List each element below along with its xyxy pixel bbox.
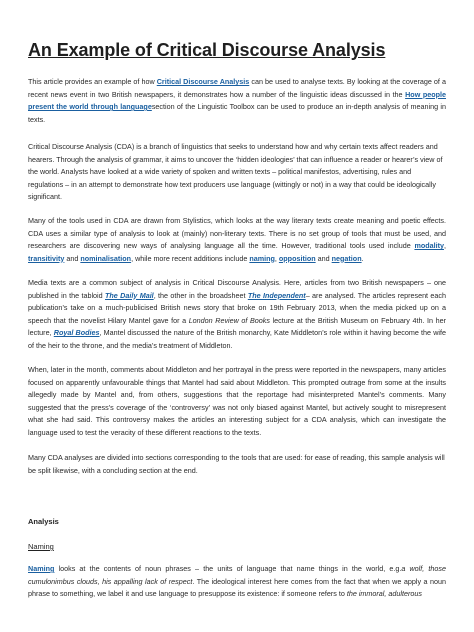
naming-subheading: Naming	[28, 542, 54, 551]
text: and	[315, 253, 332, 263]
intro-paragraph	[28, 76, 446, 126]
text: – are analysed. The articles represent each publication’s take on a much-publicised British news story that broke on 19th February 2013, when the media picked up on a speech that the novelist Hilary Mantel gave for a	[28, 290, 447, 325]
transitivity-link[interactable]: transitivity	[28, 253, 65, 263]
negation-link[interactable]: negation	[331, 253, 362, 263]
text: section of the Linguistic Toolbox can be used to produce an in-depth analysis of meaning in texts.	[28, 102, 446, 124]
naming-link[interactable]: naming	[249, 253, 275, 263]
text: ,	[274, 253, 279, 263]
text: lecture at the British Museum on February 4th. In her lecture,	[28, 315, 447, 337]
lrb-title: London Review of Books	[188, 315, 270, 325]
tools-paragraph	[28, 215, 446, 265]
text: .	[361, 253, 364, 263]
text: looks at the contents of noun phrases – the units of language that name things in the world, e.g.	[54, 564, 402, 573]
royal-bodies-link[interactable]: Royal Bodies	[53, 328, 100, 337]
sections-paragraph: Many CDA analyses are divided into sections corresponding to the tools that are used: for ease of reading, this sample analysis will be split likewise, with a concluding section at the end.	[28, 453, 445, 475]
text: and	[64, 253, 81, 263]
how-people-present-link[interactable]: How people present the world through language	[28, 89, 446, 111]
opposition-link[interactable]: opposition	[278, 253, 316, 263]
text: , the other in the broadsheet	[153, 290, 248, 300]
text: , Mantel discussed the nature of the British monarchy, Kate Middleton’s role within it having become the wife of the heir to the throne, and the media’s treatment of Middleton.	[28, 328, 446, 350]
example-phrases: a wolf, those cumulonimbus clouds, his appalling lack of respect	[28, 564, 446, 586]
text: , while more recent additions include	[131, 253, 250, 263]
text: Media texts are a common subject of analysis in Critical Discourse Analysis. Here, articles from two British newspapers – one published in the tabloid	[28, 278, 446, 300]
text: Many of the tools used in CDA are drawn from Stylistics, which looks at the way literary texts create meaning and poetic effects. CDA uses a similar type of analysis to look at (mainly) non-literary texts. There is no set group of tools that must be used, and researchers are discovering new ways of analysing language all the time. However, traditional tools used include	[28, 216, 446, 250]
nominalisation-link[interactable]: nominalisation	[80, 253, 132, 263]
cda-definition-paragraph: Critical Discourse Analysis (CDA) is a branch of linguistics that seeks to understand how and why certain texts affect readers and hearers. Through the analysis of grammar, it aims to uncover the ‘hidden ideologies’ that can influence a reader or hearer’s view of the world. Analysts have looked at a wide variety of spoken and written texts – political manifestos, advertising, rules and regulations – in an attempt to demonstrate how text producers use language (wittingly or not) in a way that could be ideologically significant.	[28, 142, 443, 201]
naming-paragraph	[28, 563, 446, 601]
text: This article provides an example of how	[28, 77, 157, 86]
example-phrase-2: the immoral, adulterous	[346, 589, 422, 598]
page-title: An Example of Critical Discourse Analysis	[28, 40, 386, 60]
naming-section-link[interactable]: Naming	[28, 564, 55, 573]
controversy-paragraph: When, later in the month, comments about Middleton and her portrayal in the press were reported in the newspapers, many articles focused on apparently unfavourable things that Mantel had said about Middleton. This prompted outrage from some at the insults allegedly made by Mantel and, from others, suggestions that the reportage had misinterpreted Mantel’s comments. Many suggested that the press’s coverage of the ‘controversy’ was not only biased against Mantel, but actively sought to misrepresent what she had said. This controversy makes the articles an interesting subject for a CDA analysis, which can investigate the language used to test the veracity of these different reactions to the texts.	[28, 365, 446, 437]
text: can be used to analyse texts. By looking at the coverage of a recent news event in two British newspapers, it demonstrates how a number of the linguistic ideas discussed in the	[28, 77, 446, 99]
text: . The ideological interest here comes from the fact that when we apply a noun phrase to something, we label it and use language to presuppose its existence: if someone refers to	[28, 576, 447, 598]
independent-link[interactable]: The Independent	[247, 290, 306, 300]
media-texts-paragraph	[28, 277, 446, 352]
analysis-heading: Analysis	[28, 517, 59, 526]
modality-link[interactable]: modality	[414, 241, 444, 250]
cda-link[interactable]: Critical Discourse Analysis	[156, 77, 250, 86]
text: ,	[444, 241, 446, 250]
daily-mail-link[interactable]: The Daily Mail	[105, 290, 154, 300]
